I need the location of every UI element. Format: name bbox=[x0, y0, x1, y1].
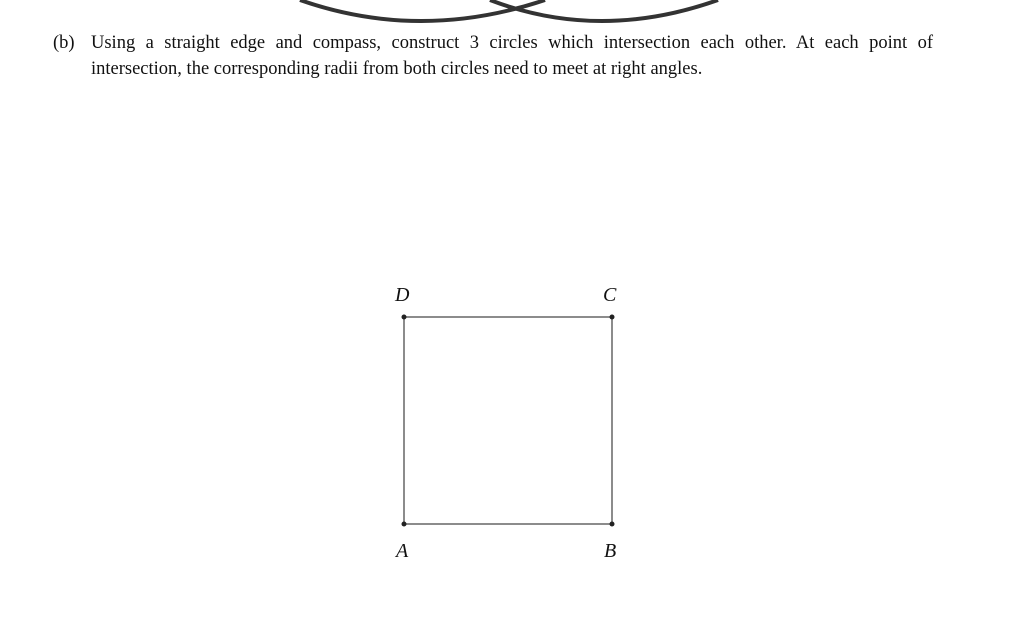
label-a: A bbox=[396, 540, 409, 562]
point-d bbox=[402, 315, 407, 320]
question-label: (b) bbox=[53, 33, 75, 53]
label-d: D bbox=[395, 284, 410, 306]
label-c: C bbox=[603, 284, 617, 306]
square-edges bbox=[404, 317, 612, 524]
question-text: Using a straight edge and compass, construct 3 circles which intersection each other. At each point of intersection, the corresponding radii from both circles need to meet at right angles. bbox=[91, 33, 933, 79]
vertex-points bbox=[402, 315, 615, 527]
point-b bbox=[610, 522, 615, 527]
point-a bbox=[402, 522, 407, 527]
label-b: B bbox=[604, 540, 617, 562]
point-c bbox=[610, 315, 615, 320]
